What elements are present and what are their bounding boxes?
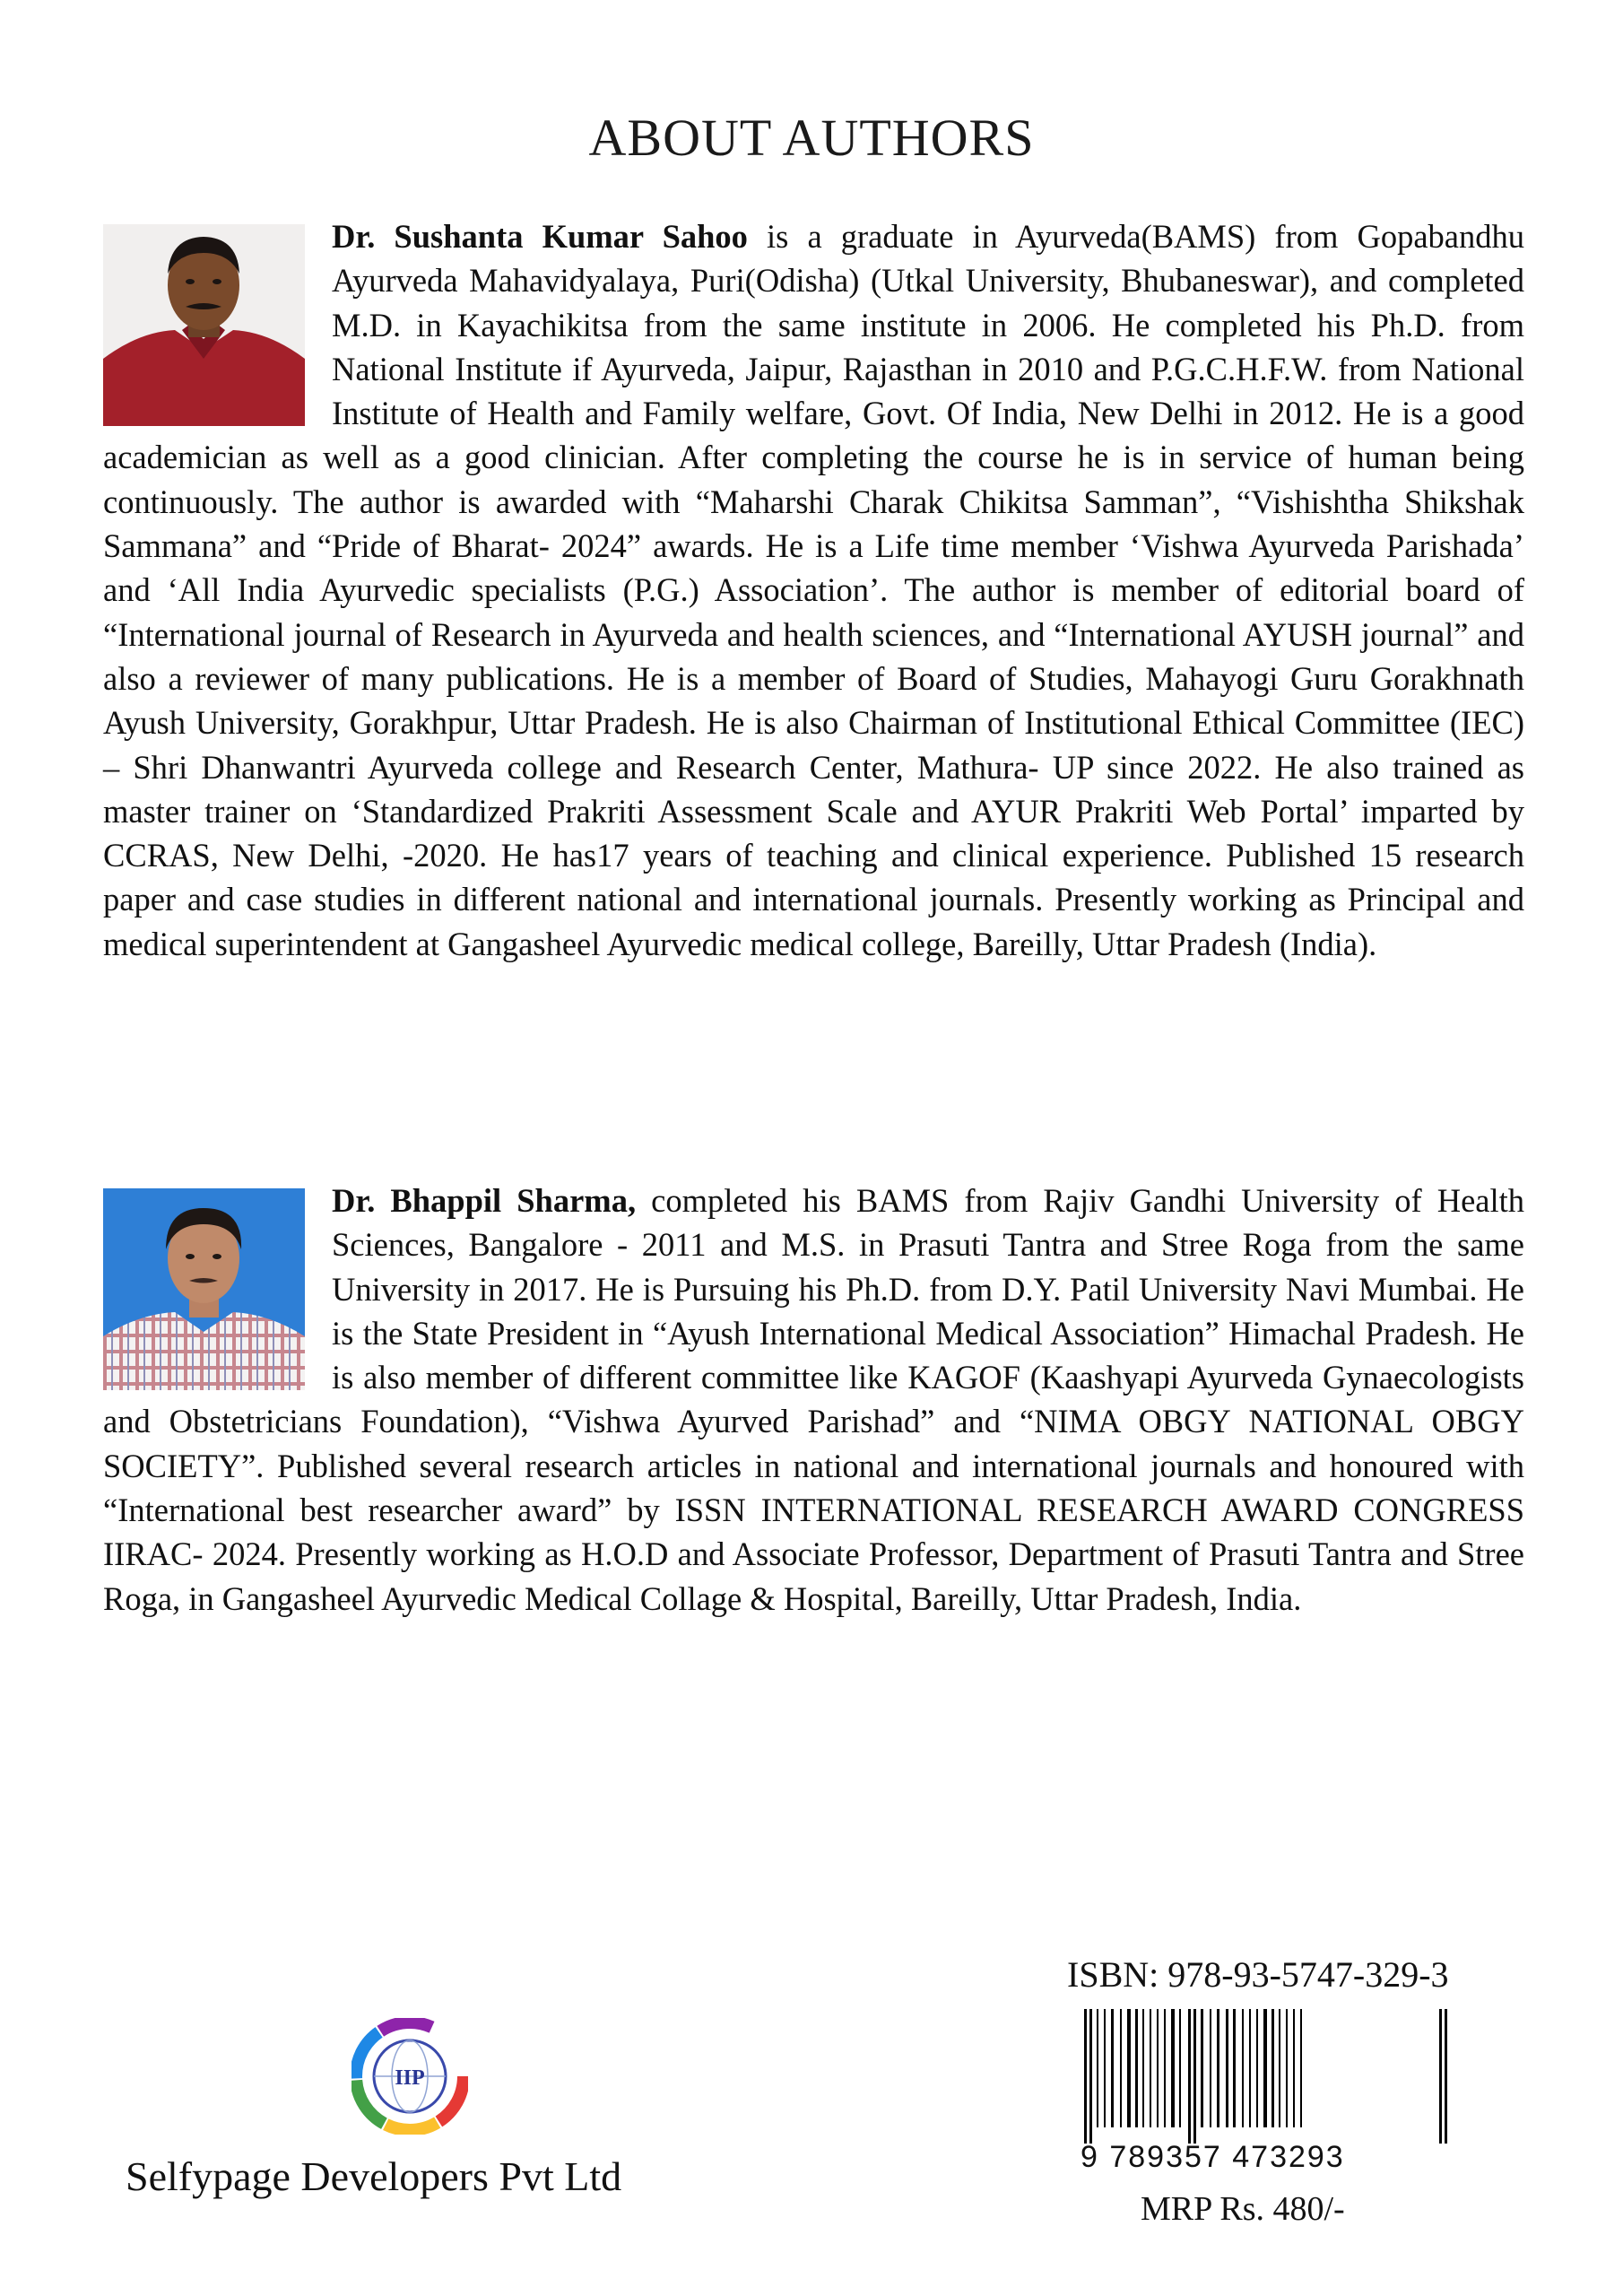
author-1-name: Dr. Sushanta Kumar Sahoo <box>332 218 748 255</box>
barcode-bar <box>1256 2009 1258 2127</box>
barcode-bar <box>1439 2009 1442 2144</box>
author-2-name: Dr. Bhappil Sharma, <box>332 1182 637 1219</box>
barcode-bar <box>1217 2009 1219 2127</box>
barcode-bar <box>1233 2009 1236 2127</box>
barcode-bar <box>1127 2009 1131 2127</box>
barcode-bar <box>1164 2009 1166 2127</box>
barcode-bar <box>1249 2009 1251 2127</box>
barcode-bar <box>1188 2009 1191 2144</box>
author-block-2 <box>103 1178 1524 1621</box>
barcode-bar <box>1271 2009 1274 2127</box>
barcode-bar <box>1193 2009 1196 2144</box>
barcode-digits: 9 789357 473293 <box>1081 2140 1345 2174</box>
barcode-bar <box>1135 2009 1138 2127</box>
barcode-bar <box>1263 2009 1267 2127</box>
barcode-bar <box>1111 2009 1114 2127</box>
barcode-bar <box>1089 2009 1092 2144</box>
publisher-name: Selfypage Developers Pvt Ltd <box>126 2153 622 2199</box>
barcode-bar <box>1300 2009 1302 2127</box>
barcode-bar <box>1201 2009 1203 2127</box>
barcode-bar <box>1242 2009 1244 2127</box>
barcode-bar <box>1226 2009 1228 2127</box>
author-2-bio: completed his BAMS from Rajiv Gandhi University of Health Sciences, Bangalore - 2011 and M.S. in Prasuti Tantra and Stree Roga from the same University in 2017. He is Pursuing his Ph.D. from D.Y. Patil University Navi Mumbai. He is the State President in “Ayush International Medical Association” Himachal Pradesh. He is also member of different committee like KAGOF (Kaashyapi Ayurveda Gynaecologists and Obstetricians Foundation), “Vishwa Ayurved Parishad” and “NIMA OBGY NATIONAL OBGY SOCIETY”. Published several research articles in national and international journals and honoured with “International best researcher award” by ISSN INTERNATIONAL RESEARCH AWARD CONGRESS IIRAC- 2024. Presently working as H.O.D and Associate Professor, Department of Prasuti Tantra and Stree Roga, in Gangasheel Ayurvedic Medical Collage & Hospital, Bareilly, Uttar Pradesh, India. <box>103 1182 1524 1617</box>
isbn-label: ISBN: 978-93-5747-329-3 <box>1067 1954 1449 1995</box>
barcode-bar <box>1084 2009 1087 2144</box>
author-2-photo <box>103 1188 305 1390</box>
barcode-bar <box>1179 2009 1181 2127</box>
barcode-bar <box>1286 2009 1288 2127</box>
barcode-bar <box>1210 2009 1211 2127</box>
price-label: MRP Rs. 480/- <box>1141 2190 1345 2228</box>
page-title: ABOUT AUTHORS <box>588 109 1035 167</box>
barcode-bar <box>1279 2009 1280 2127</box>
author-1-bio: is a graduate in Ayurveda(BAMS) from Gopabandhu Ayurveda Mahavidyalaya, Puri(Odisha) (Utkal University, Bhubaneswar), and completed M.D. in Kayachikitsa from the same institute in 2006. He completed his Ph.D. from National Institute if Ayurveda, Jaipur, Rajasthan in 2010 and P.G.C.H.F.W. from National Institute of Health and Family welfare, Govt. Of India, New Delhi in 2012. He is a good academician as well as a good clinician. After completing the course he is in service of human being continuously. The author is awarded with “Maharshi Charak Chikitsa Samman”, “Vishishtha Shikshak Sammana” and “Pride of Bharat- 2024” awards. He is a Life time member ‘Vishwa Ayurveda Parishada’ and ‘All India Ayurvedic specialists (P.G.) Association’. The author is member of editorial board of “International journal of Research in Ayurveda and health sciences, and “International AYUSH journal” and also a reviewer of many publications. He is a member of Board of Studies, Mahayogi Guru Gorakhnath Ayush University, Gorakhpur, Uttar Pradesh. He is also Chairman of Institutional Ethical Committee (IEC) – Shri Dhanwantri Ayurveda college and Research Center, Mathura- UP since 2022. He also trained as master trainer on ‘Standardized Prakriti Assessment Scale and AYUR Prakriti Web Portal’ imparted by CCRAS, New Delhi, -2020. He has17 years of teaching and clinical experience. Published 15 research paper and case studies in different national and international journals. Presently working as Principal and medical superintendent at Gangasheel Ayurvedic medical college, Bareilly, Uttar Pradesh (India). <box>103 218 1524 962</box>
publisher-logo <box>352 2018 468 2135</box>
author-1-photo <box>103 224 305 426</box>
barcode-bar <box>1142 2009 1144 2127</box>
barcode-bar <box>1157 2009 1159 2127</box>
barcode <box>1081 2009 1457 2144</box>
barcode-bar <box>1171 2009 1175 2127</box>
barcode-bar <box>1120 2009 1122 2127</box>
author-block-1 <box>103 214 1524 966</box>
barcode-bar <box>1097 2009 1098 2127</box>
publisher-logo-text: IIP <box>395 2066 425 2090</box>
barcode-bar <box>1445 2009 1447 2144</box>
barcode-bar <box>1293 2009 1295 2127</box>
barcode-bar <box>1150 2009 1151 2127</box>
barcode-bar <box>1104 2009 1106 2127</box>
